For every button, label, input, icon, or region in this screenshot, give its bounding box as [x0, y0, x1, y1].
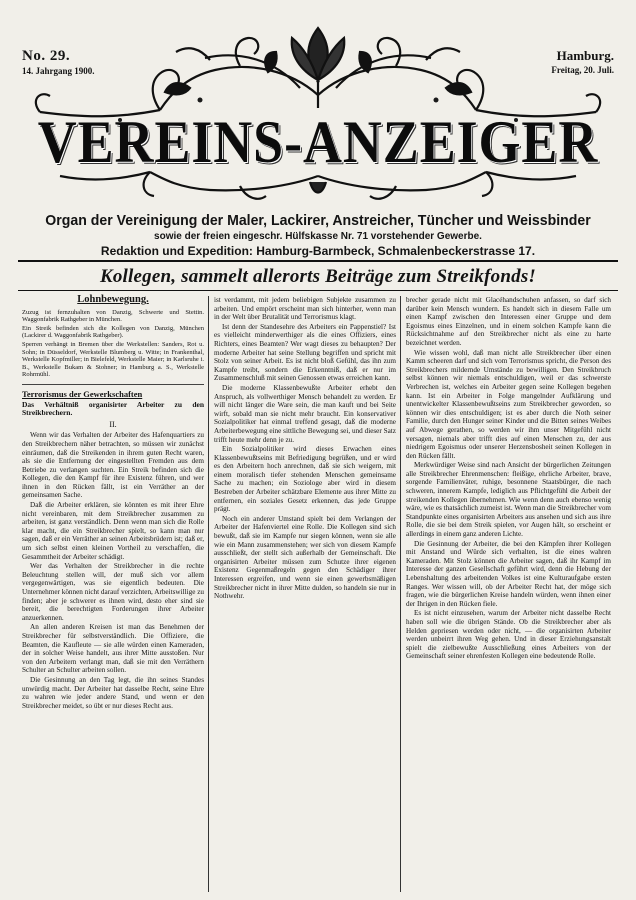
article-paragraph: Wie wissen wohl, daß man nicht alle Streikbrecher über einen Kamm scheeren darf und sich vom Terrorismus spricht, die Person des Streikbrechers mildernde Umstände zu bewilligen. Den Streikbruch selbst können wir niemals entschuldigen, weil er das schwerste Verbrechen ist, welches ein Arbeiter gegen seine Kollegen begehen kann. Ist ein Arbeiter in Folge mangelnder Aufklärung und unentwickelter Klassenbewußtseins zum Streikbrecher geworden, so können wir dies entschuldigen; ist es aber durch die Noth seiner Familie, durch den Hunger seiner Kinder und die Bitten seines Weibes auf Abwege gerathen, so werden wir ihm unser Mitgefühl nicht versagen, niemals aber trifft dies auf einen Menschen zu, der aus niedrigem Egoismus oder unserer Herzensbosheit seinen Kollegen in den Rücken fällt. [406, 348, 611, 460]
article-paragraph: Es ist nicht einzusehen, warum der Arbeiter nicht dasselbe Recht haben soll wie die übrigen Stände. Ob die Streikbrecher aber als Helden gepriesen werden oder nicht, — die organisirten Arbeiter werden unbeirrt ihren Weg gehen. Und in dieser Erziehungsanstalt spielt die zielbewußte Ausschließung eines Arbeiters von der Gemeinschaft seiner ehrenfesten Kollegen eine bedeutende Rolle. [406, 609, 611, 661]
column-divider-2 [400, 296, 401, 892]
article-subtitle: Das Verhältniß organisirter Arbeiter zu den Streikbrechern. [22, 399, 204, 418]
headline-rule [18, 290, 618, 291]
organ-line: Organ der Vereinigung der Maler, Lackirer, Anstreicher, Tüncher und Weissbinder [45, 212, 591, 229]
headline: Kollegen, sammelt allerorts Beiträge zum Streikfonds! [99, 266, 537, 287]
article-paragraph: Die Gesinnung der Arbeiter, die bei den Kämpfen ihrer Kollegen mit Anstand und Würde sich verhalten, ist die eines wahren Kameraden. Mit Stolz können die Arbeiter sagen, daß ihr Kampf im Interesse der ganzen Gesellschaft geführt wird, denn die Hebung der Lebenshaltung des arbeitenden Volkes ist eine Kulturaufgabe ersten Ranges. Wer wissen will, ob der Arbeiter Recht hat, der möge sich fragen, wie die bürgerlichen Kreise handeln würden, wenn ihnen einer der Ihrigen in den Rücken fiele. [406, 539, 611, 608]
article-paragraph: Ein Sozialpolitiker wird dieses Erwachen eines Klassenbewußtseins mit Befriedigung begrüßen, und er wird es den Arbeitern hoch anrechnen, daß sie sich weigern, mit einem moralisch tiefer stehenden Menschen gemeinsame Sache zu machen; ein Soziologe aber wird in diesem Bestreben der Arbeiter schätzbare Elemente aus ihrer Mitte zu entfernen, ein soziales Gesetz erkennen, das jede Gruppe prägt. [214, 445, 396, 514]
lohnbewegung-body [22, 309, 204, 379]
article-paragraph: Die Gesinnung an den Tag legt, die ihn seines Standes unwürdig macht. Der Arbeiter hat dasselbe Recht, seine Ehre zu wahren wie jeder andere Stand, und wenn er den Streikbrecher meidet, so übt er nur dieses Recht aus. [22, 675, 204, 710]
organ-subline: sowie der freien eingeschr. Hülfskasse Nr. 71 vorstehender Gewerbe. [154, 231, 482, 242]
column-1 [22, 296, 204, 711]
redaktion-line: Redaktion und Expedition: Hamburg-Barmbeck, Schmalenbeckerstrasse 17. [100, 244, 536, 258]
section-divider [22, 384, 204, 385]
masthead-title: VEREINS-ANZEIGER [37, 109, 599, 175]
article-paragraph: Wer das Verhalten der Streikbrecher in die rechte Beleuchtung stellen will, der muß sich vor allem vergegenwärtigen, was sie eigentlich bedeuten. Die Unternehmer können nicht darauf verzichten, Arbeitswillige zu finden; aber je schwerer es ihnen wird, desto eher sind sie bereit, die berechtigten Forderungen ihrer Arbeiter anzuerkennen. [22, 562, 204, 622]
issue-date: Freitag, 20. Juli. [551, 65, 614, 75]
header-rule [18, 260, 618, 262]
article-paragraph: brecher gerade nicht mit Glacéhandschuhen anfassen, so darf sich darüber kein Mensch wundern. Es handelt sich in diesem Falle um einen Kampf zwischen den Interessen einer Gruppe und dem Egoismus eines Einzelnen, und in einem solchen Kampfe kann die Rücksichtnahme auf den Streikbrecher nicht als eine zu harte bezeichnet werden. [406, 296, 611, 347]
article-paragraph: An allen anderen Kreisen ist man das Benehmen der Streikbrecher für selbstverständlich. Die Offiziere, die Beamten, die Kaufleute — sie alle würden einen Kameraden, der in solcher Weise handelt, aus ihrer Mitte ausstoßen. Nur von den Arbeitern verlangt man, daß sie mit den Verräthern Schulter an Schulter arbeiten sollen. [22, 623, 204, 675]
lohnbewegung-paragraph: Zuzug ist fernzuhalten von Danzig, Schwerte und Stettin. Waggonfabrik Rathgeber in München. [22, 308, 204, 324]
article-paragraph: Die moderne Klassenbewußte Arbeiter erhebt den Anspruch, als vollwerthiger Mensch behandelt zu werden. Er will nicht länger die Ware sein, die man kauft und bei Seite wirft, sobald man sie nicht mehr braucht. Ein konservativer Sozialpolitiker hat einmal treffend gesagt, daß die moderne Arbeiterbewegung eine sittliche Bewegung sei, und dieser Satz trifft heute mehr denn je zu. [214, 383, 396, 444]
article-paragraph: Wenn wir das Verhalten der Arbeiter des Hafenquartiers zu den Streikbrechern näher betrachten, so müssen wir zunächst einräumen, daß die Streikenden in ihrem guten Recht waren, als sie die Entfernung der eingestellten Fremden aus dem Betriebe zu verlangen suchten. Ein Streik befinden sich die Kollegen, die den Kampf für ihre Existenz führen, und wer ihnen in den Rücken fällt, ist ein Verräther an der gemeinsamen Sache. [22, 431, 204, 500]
lohnbewegung-paragraph: Sperren verhängt in Bremen über die Werkstellen: Sanders, Rot u. Sohn; in Düsseldorf, Werkstelle Blumberg u. Witte; in Frankenthal, Werkstelle Kopfmiller; in Bielefeld, Werkstelle Maier; in Karlsruhe i. B., Werkstelle Bukam & Stohner; in Hamburg a. S., Werkstelle Rohrmühl. [22, 340, 204, 379]
column-2 [214, 296, 396, 602]
article-paragraph: ist verdammt, mit jedem beliebigen Subjekte zusammen zu arbeiten. Und empört erscheint man sich hinterher, wenn man in der Welt über Brutalität und Terrorismus klagt. [214, 296, 396, 322]
lohnbewegung-paragraph: Ein Streik befinden sich die Kollegen von Danzig, München (Lackirer d. Waggonfabrik Rathgeber). [22, 324, 204, 340]
article-paragraph: Daß die Arbeiter erklären, sie könnten es mit ihrer Ehre nicht vereinbaren, mit dem Streikbrecher zusammen zu arbeiten, ist ganz verständlich. Denn wenn man sich die Rolle klar macht, die ein Streikbrecher spielt, so kann man nur sagen, daß er ein Verräther an seinen Arbeitsbrüdern ist; daß er, um sich selbst einen kleinen Vortheil zu verschaffen, die Gesammtheit der Arbeiter schädigt. [22, 501, 204, 561]
volume-date: 14. Jahrgang 1900. [22, 66, 95, 76]
column-divider-1 [208, 296, 209, 892]
article-paragraph: Ist denn der Standesehre des Arbeiters ein Pappenstiel? Ist es vielleicht minderwerthiger als die eines Offiziers, eines Richters, eines Beamten? Wer wagt dieses zu behaupten? Der moderne Arbeiter hat seine Stellung begriffen und spricht mit Stolz von seiner Arbeit. Es ist nicht bloß Gefühl, das ihn zum Kampfe treibt, sondern die Erkenntniß, daß er nur im Zusammenschluß mit seinen Genossen etwas erreichen kann. [214, 322, 396, 383]
article-title: Terrorismus der Gewerkschaften [22, 388, 143, 399]
issue-city: Hamburg. [556, 48, 614, 63]
article-paragraph: Merkwürdiger Weise sind nach Ansicht der bürgerlichen Zeitungen alle Streikbrecher Ehrenmenschen: fleißige, ehrliche Arbeiter, brave, sorgende Familienväter, ruhige, besonnene Staatsbürger, die nach schweren, innerem Kampfe, lediglich aus Pflichtgefühl die Arbeit der streikenden Kollegen übernehmen. Wie wenn denn auch ebenso wenig wäre, wie es thatsächlich zumeist ist. Wenn man die Streikbrecher vom Standpunkte eines organisirten Arbeiters aus ansehen und sich aus ihre Rolle, die sie bei dem Streik spielen, vor Augen hält, so erscheint er allerdings in einem ganz anderen Lichte. [406, 461, 611, 539]
column-3 [406, 296, 611, 662]
article-part: II. [109, 419, 117, 429]
lohnbewegung-title: Lohnbewegung. [77, 294, 149, 305]
article-paragraph: Noch ein anderer Umstand spielt bei dem Verlangen der Arbeiter der Hafenviertel eine Rolle. Die Kollegen sind sich bewußt, daß sie im Kampfe nur siegen können, wenn sie alle wie ein Mann zusammenstehen; wer sich von diesem Kampfe ausschließt, der stellt sich außerhalb der Gemeinschaft. Die organisirten Arbeiter müssen zum Schutze ihrer eigenen Existenz Gegenmaßregeln gegen den Schädiger ihrer Interessen ergreifen, und wenn sie einen gewerbsmäßigen Streikbrecher nicht in ihrer Mitte dulden, so handeln sie nur in Nothwehr. [214, 514, 396, 601]
issue-number: No. 29. [22, 48, 71, 64]
